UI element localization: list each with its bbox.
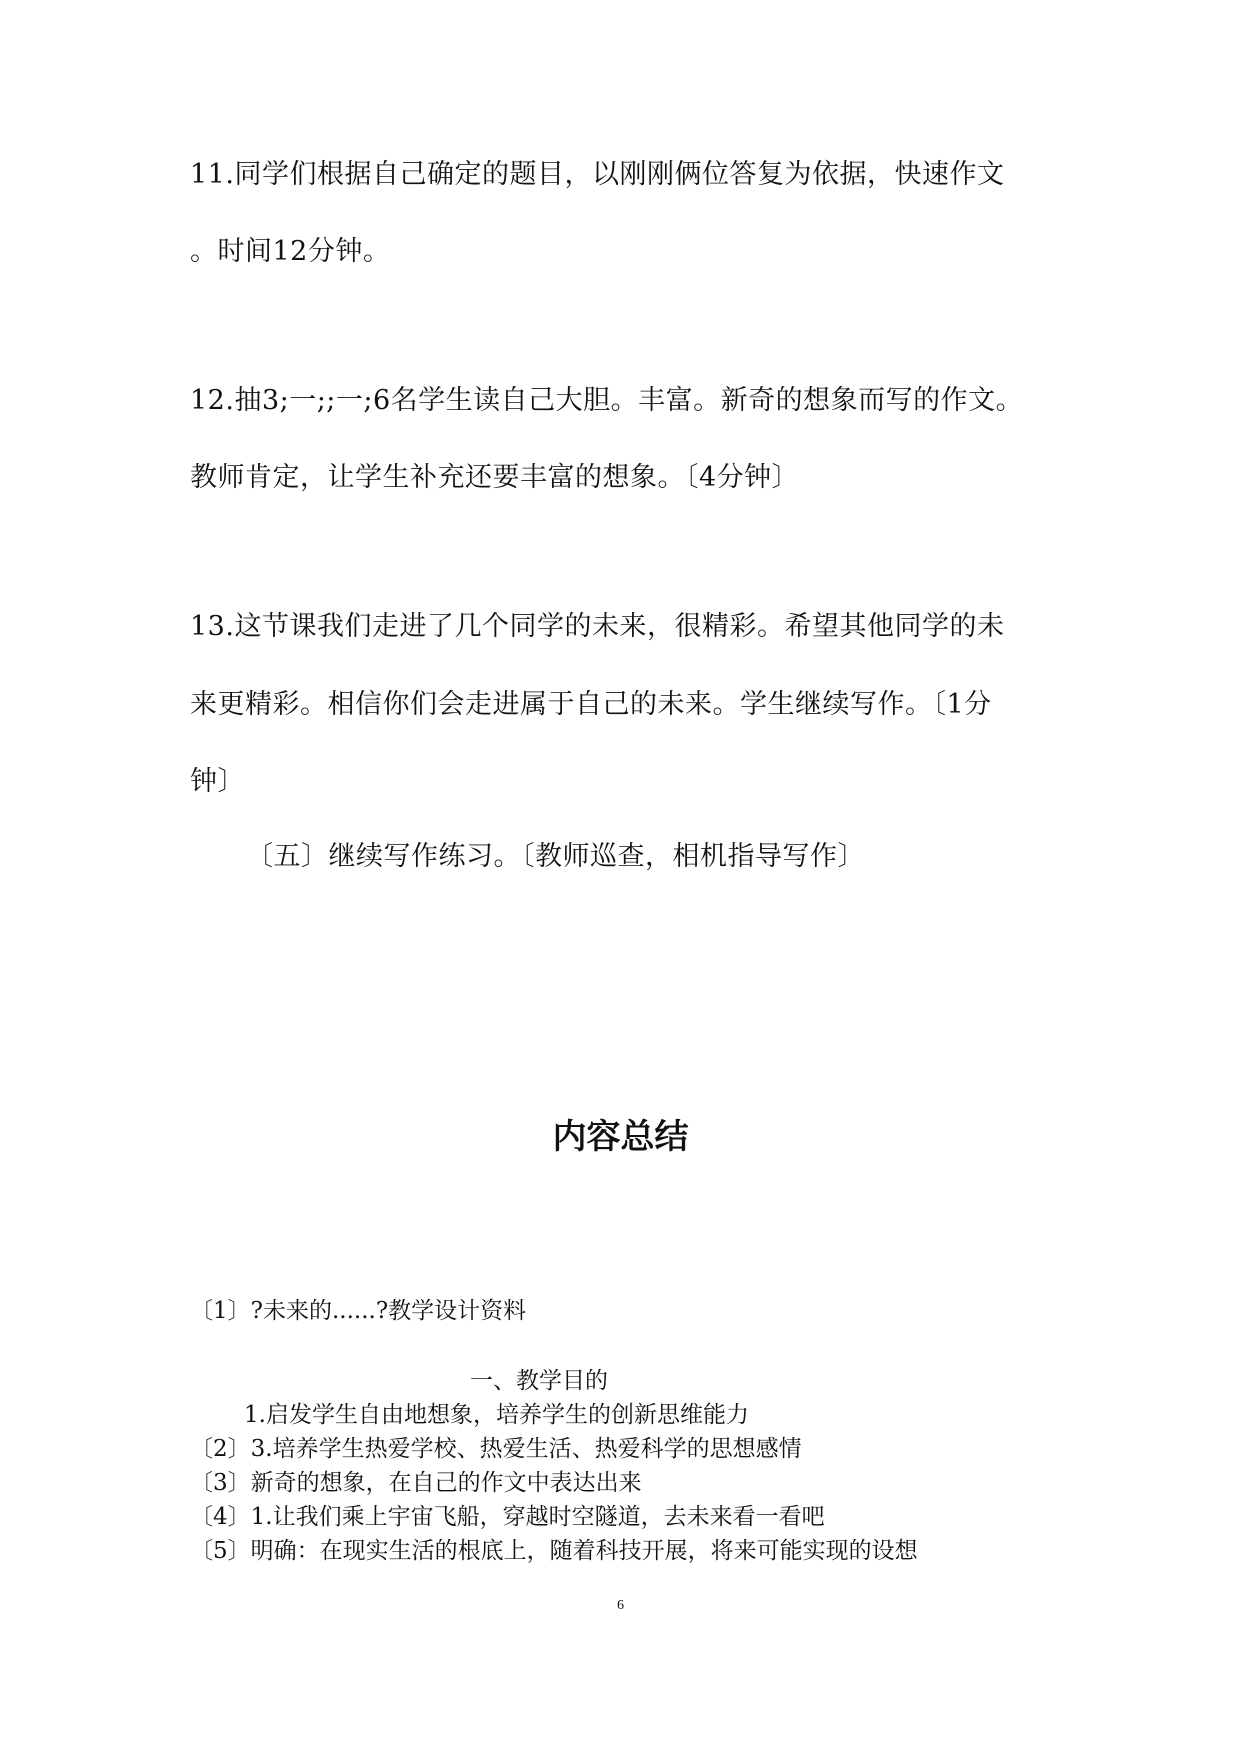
body-line-11: 11.同学们根据自己确定的题目，以刚刚俩位答复为依据，快速作文: [190, 159, 1005, 190]
summary-title: 内容总结: [552, 1117, 689, 1157]
body-line-13: 13.这节课我们走进了几个同学的未来，很精彩。希望其他同学的未: [190, 611, 1005, 642]
body-line-12: 12.抽3;一;;一;6名学生读自己大胆。丰富。新奇的想象而写的作文。: [190, 385, 1024, 416]
summary-item-2: 〔2〕3.培养学生热爱学校、热爱生活、热爱科学的思想感情: [190, 1436, 802, 1462]
body-line-12-continued: 教师肯定，让学生补充还要丰富的想象。〔4分钟〕: [190, 462, 800, 493]
summary-objective-1: 1.启发学生自由地想象，培养学生的创新思维能力: [244, 1402, 749, 1428]
summary-item-1: 〔1〕?未来的......?教学设计资料: [190, 1298, 527, 1324]
body-line-13-end: 钟〕: [190, 766, 245, 797]
body-line-11-continued: 。时间12分钟。: [190, 236, 391, 267]
page-number: 6: [617, 1598, 624, 1613]
summary-item-3: 〔3〕新奇的想象，在自己的作文中表达出来: [190, 1470, 642, 1496]
summary-section-heading: 一、教学目的: [470, 1368, 608, 1394]
summary-item-4: 〔4〕1.让我们乘上宇宙飞船，穿越时空隧道，去未来看一看吧: [190, 1504, 825, 1530]
section-five-line: 〔五〕继续写作练习。〔教师巡查，相机指导写作〕: [246, 841, 865, 872]
body-line-13-continued: 来更精彩。相信你们会走进属于自己的未来。学生继续写作。〔1分: [190, 689, 992, 720]
summary-item-5: 〔5〕明确：在现实生活的根底上，随着科技开展，将来可能实现的设想: [190, 1538, 918, 1564]
